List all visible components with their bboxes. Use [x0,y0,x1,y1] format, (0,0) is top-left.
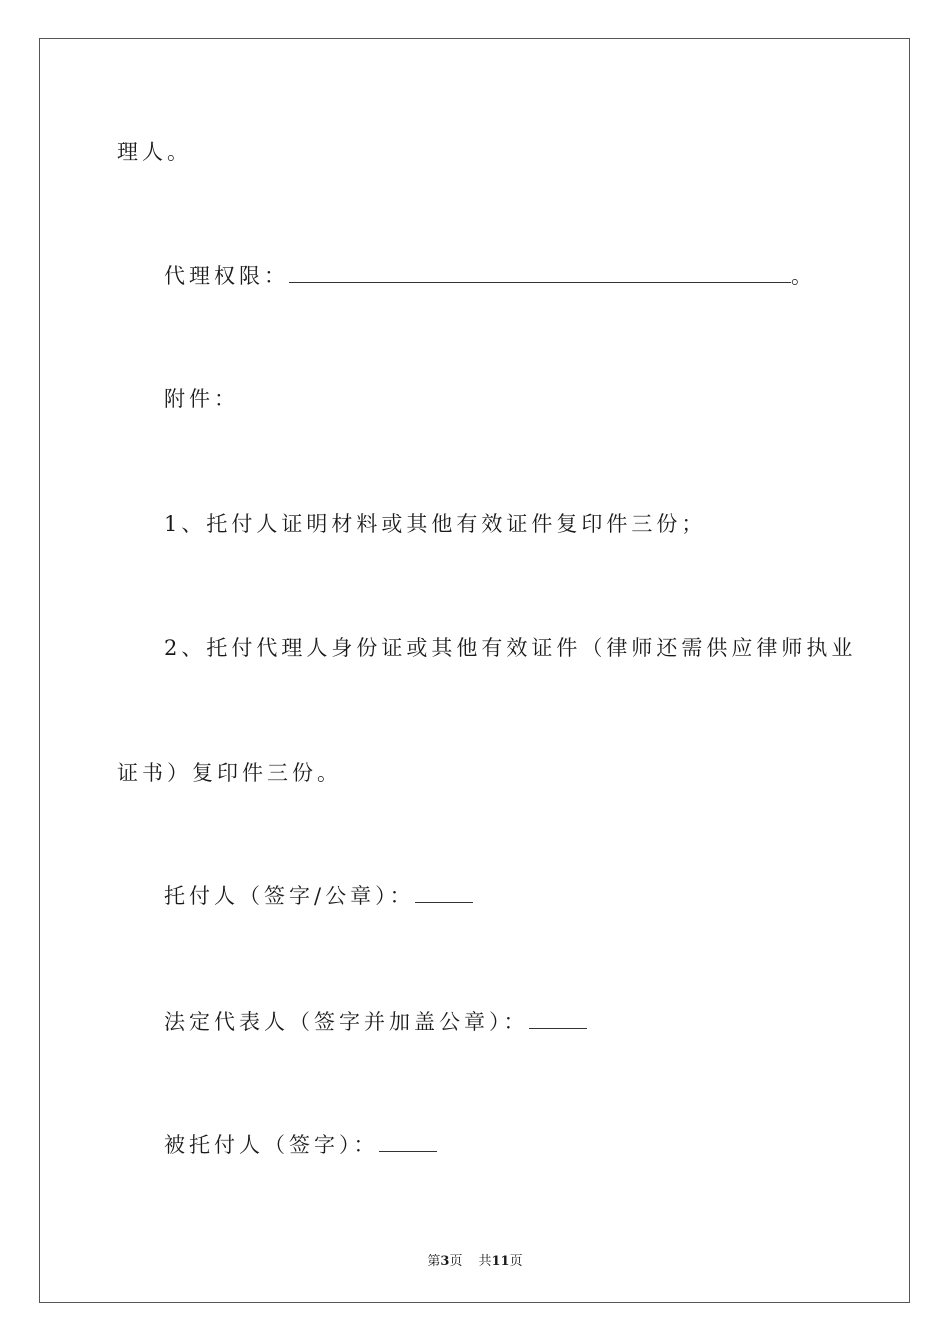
principal-signature-label: 托付人（签字/公章）： [164,884,415,908]
agency-scope-line [164,266,816,287]
legal-rep-signature-blank [529,1027,587,1029]
attachment-item-2: 2、托付代理人身份证或其他有效证件（律师还需供应律师执业 [164,636,857,660]
text-line-continuation: 理人。 [117,140,192,164]
total-pages: 11 [491,1254,510,1269]
legal-rep-signature-line [164,1012,587,1033]
total-prefix: 共 [478,1254,492,1269]
page-footer [0,1250,950,1269]
page-number: 3 [440,1254,450,1269]
total-suffix: 页 [509,1254,523,1269]
agency-scope-blank [289,281,791,283]
agent-signature-label: 被托付人（签字）： [164,1133,379,1157]
legal-rep-signature-label: 法定代表人（签字并加盖公章）： [164,1010,529,1034]
page-suffix: 页 [449,1254,463,1269]
attachment-item-1: 1、托付人证明材料或其他有效证件复印件三份； [164,512,707,536]
principal-signature-line [164,886,473,907]
page-border [39,38,910,1303]
attachments-heading: 附件： [164,387,239,411]
attachment-item-2-continued: 证书）复印件三份。 [117,761,342,785]
principal-signature-blank [415,901,473,903]
agency-scope-period: 。 [791,264,816,288]
agent-signature-line [164,1135,437,1156]
page-prefix: 第 [427,1254,441,1269]
agency-scope-label: 代理权限： [164,264,289,288]
agent-signature-blank [379,1150,437,1152]
